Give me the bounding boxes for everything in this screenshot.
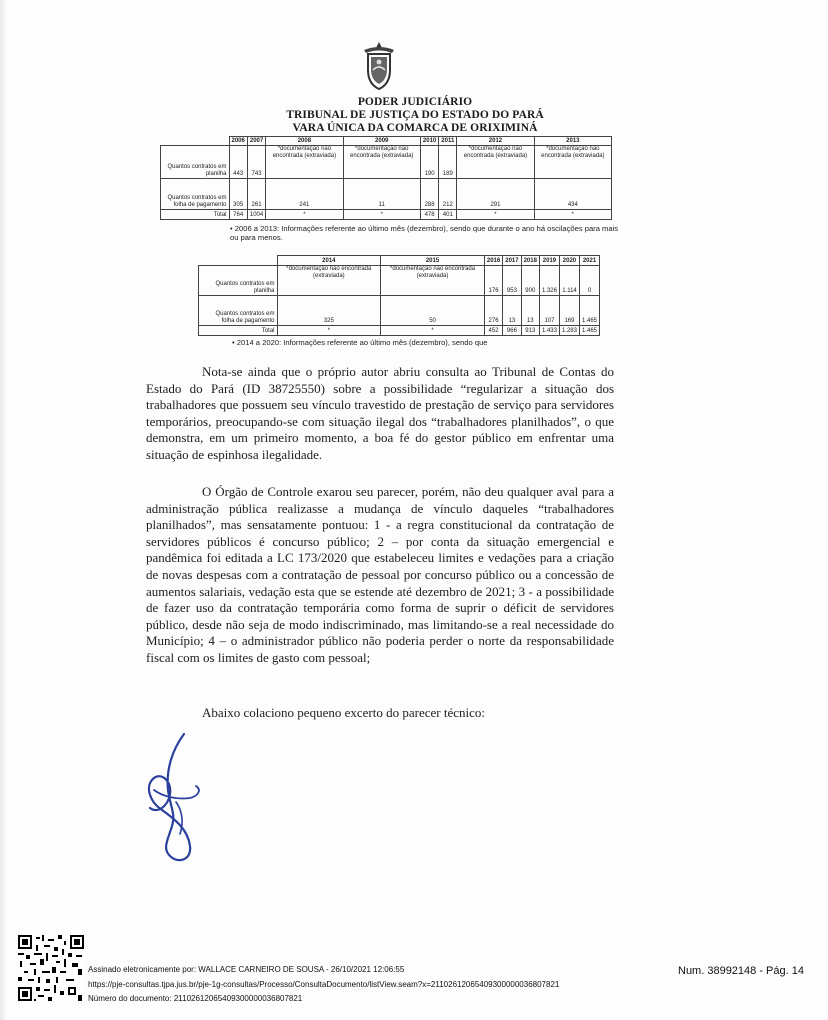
row-label: Total (199, 326, 278, 336)
table2-note: • 2014 a 2020: Informações referente ao último mês (dezembro), sendo que (232, 338, 488, 347)
table-cell: * (534, 210, 611, 220)
table-cell: 190 (420, 146, 438, 179)
table-cell: *documentação não encontrada (extraviada) (534, 146, 611, 179)
table-cell: * (457, 210, 534, 220)
year-header: 2014 (277, 256, 381, 266)
table-cell: 291 (457, 179, 534, 210)
table-row (199, 266, 600, 296)
header-line-court: TRIBUNAL DE JUSTIÇA DO ESTADO DO PARÁ (286, 109, 544, 121)
table-cell: *documentação não encontrada (extraviada) (277, 266, 381, 296)
paragraph-1 (146, 364, 614, 464)
row-label: Quantos contratos em planilha (161, 146, 230, 179)
table-cell: 13 (503, 296, 521, 326)
table-cell: 743 (247, 146, 265, 179)
table-cell: 764 (229, 210, 247, 220)
header-line-judiciary: PODER JUDICIÁRIO (357, 96, 473, 108)
table-cell: 434 (534, 179, 611, 210)
table-cell: 288 (420, 179, 438, 210)
year-header: 2006 (229, 137, 247, 146)
table-cell: 1.326 (539, 266, 559, 296)
row-label: Quantos contratos em folha de pagamento (199, 296, 278, 326)
contracts-table-2014-2021 (198, 255, 600, 336)
table-cell: 305 (229, 179, 247, 210)
table-cell: * (266, 210, 343, 220)
table-cell: * (277, 326, 381, 336)
paragraph-2-text: O Órgão de Controle exarou seu parecer, porém, não deu qualquer aval para a administração pública realizasse a mudança de vínculo daqueles “trabalhadores planilhados”, mas sensatamente pontuou: 1 - a regra constitucional da contratação de servidores públicos é concurso público; 2 – por conta da situação emergencial e pandêmica foi editada a LC 173/2020 que estabeleceu limites e vedações para a criação de novas despesas com a contratação de pessoal por concurso público ou a concessão de aumentos salariais, vedação esta que se estende até dezembro de 2021; 3 - a possibilidade de fazer uso da contratação temporária como forma de suprir o déficit de servidores público, desde não seja de modo indiscriminado, mas limitando-se a real necessidade do Município; 4 – o administrador público não poderia perder o norte da responsabilidade fiscal com os limites de gasto com pessoal; (146, 484, 614, 665)
document-number: Número do documento: 21102612065409300000036807821 (88, 994, 303, 1003)
qr-code (18, 935, 84, 1001)
table-cell: 443 (229, 146, 247, 179)
table-cell: 1.433 (539, 326, 559, 336)
year-header: 2016 (484, 256, 502, 266)
row-label: Quantos contratos em folha de pagamento (161, 179, 230, 210)
year-header: 2010 (420, 137, 438, 146)
table-cell: 401 (439, 210, 457, 220)
table-cell: 189 (439, 146, 457, 179)
table-cell: 0 (579, 266, 599, 296)
table-cell: 953 (503, 266, 521, 296)
table-cell: 261 (247, 179, 265, 210)
table-cell: 107 (539, 296, 559, 326)
table-cell: 212 (439, 179, 457, 210)
paragraph-3-text: Abaixo colaciono pequeno excerto do parecer técnico: (202, 705, 485, 720)
paragraph-2 (146, 484, 614, 667)
signature-info: Assinado eletronicamente por: WALLACE CARNEIRO DE SOUSA - 26/10/2021 12:06:55 (88, 965, 405, 974)
table-cell: 478 (420, 210, 438, 220)
contracts-table-2006-2013 (160, 136, 612, 220)
row-label: Total (161, 210, 230, 220)
table-cell: *documentação não encontrada (extraviada) (266, 146, 343, 179)
table-cell: 452 (484, 326, 502, 336)
table-corner (161, 137, 230, 146)
table2-note-text: 2014 a 2020: Informações referente ao último mês (dezembro), sendo que (236, 338, 488, 347)
table-corner (199, 256, 278, 266)
table-cell: 1.465 (579, 326, 599, 336)
table-cell: 913 (521, 326, 539, 336)
row-label: Quantos contratos em planilha (199, 266, 278, 296)
table-row (161, 179, 612, 210)
table-cell: 176 (484, 266, 502, 296)
table-cell: 241 (266, 179, 343, 210)
table-cell: *documentação não encontrada (extraviada) (381, 266, 485, 296)
year-header: 2013 (534, 137, 611, 146)
table-cell: * (343, 210, 420, 220)
table-cell: 13 (521, 296, 539, 326)
table-cell: 50 (381, 296, 485, 326)
table-cell: *documentação não encontrada (extraviada) (457, 146, 534, 179)
table-row (199, 296, 600, 326)
table-cell: 1.283 (559, 326, 579, 336)
table-row (161, 210, 612, 220)
paragraph-3 (146, 705, 614, 722)
document-url[interactable]: https://pje-consultas.tjpa.jus.br/pje-1g-consultas/Processo/ConsultaDocumento/listView.seam?x=21102612065409300000036807821 (88, 980, 560, 989)
coat-of-arms-seal (362, 40, 396, 92)
year-header: 2007 (247, 137, 265, 146)
year-header: 2017 (503, 256, 521, 266)
paragraph-1-text: Nota-se ainda que o próprio autor abriu consulta ao Tribunal de Contas do Estado do Pará (ID 38725550) sobre a possibilidade “regularizar a situação dos trabalhadores que possuem seu vínculo travestido de prestação de serviço para servidores temporários, preocupando-se com situação ilegal dos “trabalhadores planilhados”, o que demonstra, em um primeiro momento, a boa fé do gestor público em enfrentar uma situação de espinhosa ilegalidade. (146, 364, 614, 462)
page-number: Num. 38992148 - Pág. 14 (678, 965, 804, 977)
year-header: 2008 (266, 137, 343, 146)
header-line-district: VARA ÚNICA DA COMARCA DE ORIXIMINÁ (292, 122, 538, 134)
table-cell: *documentação não encontrada (extraviada) (343, 146, 420, 179)
table-cell: 900 (521, 266, 539, 296)
year-header: 2012 (457, 137, 534, 146)
table-cell: 276 (484, 296, 502, 326)
year-header: 2021 (579, 256, 599, 266)
table-cell: 325 (277, 296, 381, 326)
year-header: 2019 (539, 256, 559, 266)
table1-note-text: 2006 a 2013: Informações referente ao último mês (dezembro), sendo que durante o ano há oscilações para mais ou para menos. (230, 224, 619, 242)
handwritten-signature (132, 730, 212, 875)
table-row (161, 146, 612, 179)
table-cell: 169 (559, 296, 579, 326)
year-header: 2011 (439, 137, 457, 146)
table-cell: 11 (343, 179, 420, 210)
table-cell: 1.114 (559, 266, 579, 296)
year-header: 2020 (559, 256, 579, 266)
table-cell: * (381, 326, 485, 336)
table-cell: 966 (503, 326, 521, 336)
table-row (199, 326, 600, 336)
table-cell: 1.465 (579, 296, 599, 326)
table1-note: • 2006 a 2013: Informações referente ao último mês (dezembro), sendo que durante o ano há oscilações para mais ou para menos. (230, 224, 619, 242)
table-cell: 1004 (247, 210, 265, 220)
year-header: 2018 (521, 256, 539, 266)
year-header: 2009 (343, 137, 420, 146)
year-header: 2015 (381, 256, 485, 266)
